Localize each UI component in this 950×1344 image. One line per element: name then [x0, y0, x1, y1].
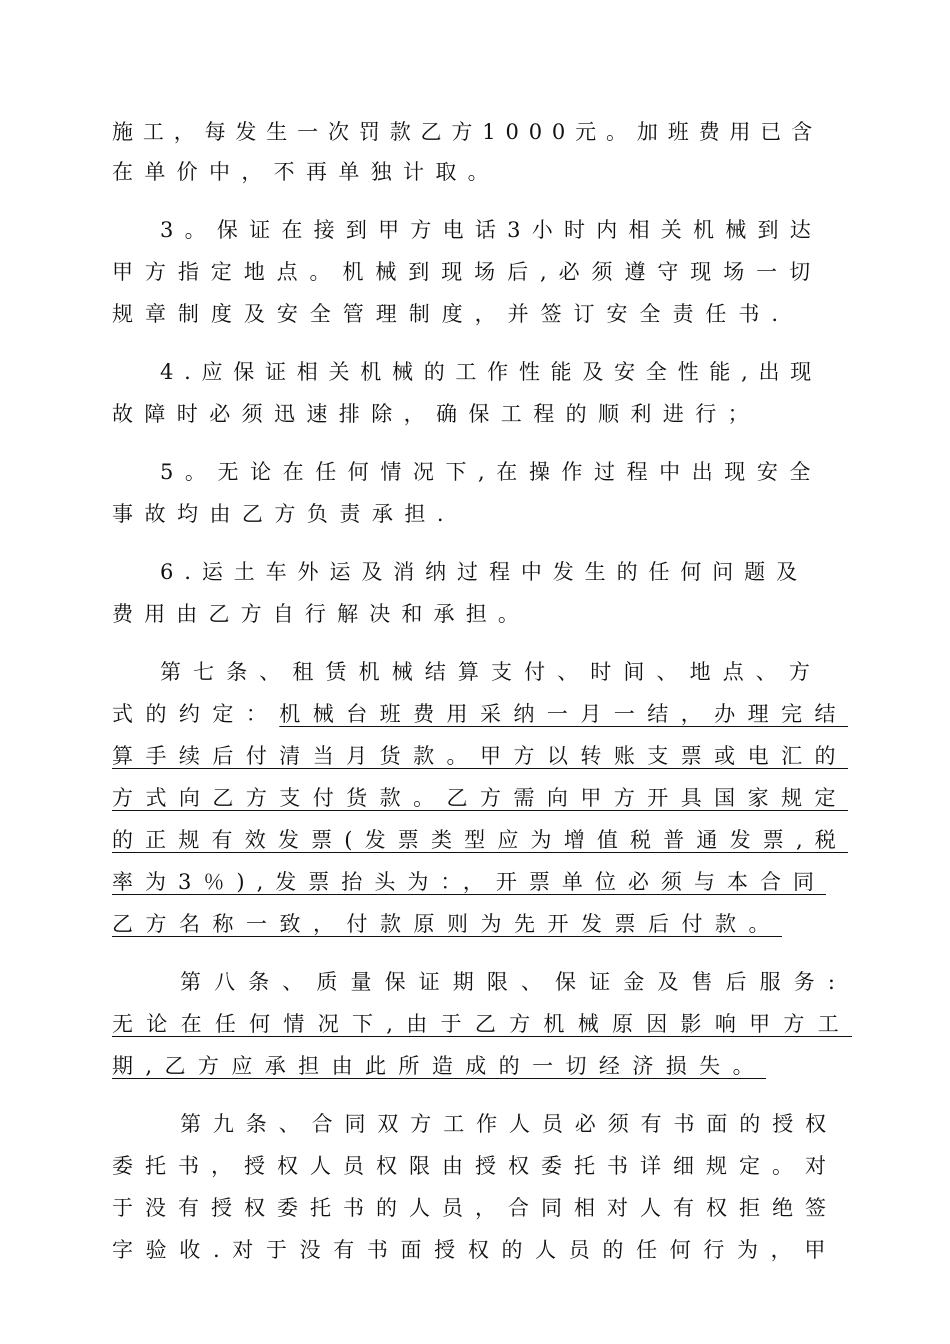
text-run: 委托书，授权人员权限由授权委托书详细规定。对 — [112, 1154, 838, 1178]
text-run: 事故均由乙方负责承担. — [112, 502, 455, 526]
text-run: 6.运土车外运及消纳过程中发生的任何问题及 — [160, 560, 808, 584]
text-run: 第七条、租赁机械结算支付、时间、地点、方 — [160, 660, 822, 684]
text-line — [112, 1010, 852, 1038]
text-line — [112, 118, 822, 146]
text-line — [112, 300, 790, 328]
underlined-text: 期,乙方应承担由此所造成的一切经济损失。 — [112, 1054, 766, 1078]
text-line — [112, 158, 500, 186]
text-run: 第八条、质量保证期限、保证金及售后服务: — [180, 970, 848, 994]
text-line — [112, 258, 822, 286]
text-line — [112, 1236, 838, 1264]
text-run: 4.应保证相关机械的工作性能及安全性能,出现 — [160, 360, 822, 384]
text-line — [112, 700, 848, 728]
text-run: 施工，每发生一次罚款乙方1000元。加班费用已含 — [112, 120, 822, 144]
text-line — [180, 1110, 838, 1138]
underlined-text: 的正规有效发票(发票类型应为增值税普通发票,税 — [112, 828, 848, 852]
underlined-text: 机械台班费用采纳一月一结，办理完结 — [279, 702, 849, 726]
text-line — [112, 1152, 838, 1180]
text-line — [112, 600, 530, 628]
text-line — [180, 968, 848, 996]
text-run: 费用由乙方自行解决和承担。 — [112, 602, 530, 626]
text-run: 字验收.对于没有书面授权的人员的任何行为，甲 — [112, 1238, 838, 1262]
text-line — [160, 216, 822, 244]
text-run: 第九条、合同双方工作人员必须有书面的授权 — [180, 1112, 838, 1136]
text-run: 在单价中，不再单独计取。 — [112, 160, 500, 184]
text-line — [112, 784, 848, 812]
text-run: 规章制度及安全管理制度，并签订安全责任书. — [112, 302, 790, 326]
text-line — [112, 826, 848, 854]
text-run: 式的约定： — [112, 702, 280, 726]
underlined-text: 率为3％),发票抬头为：，开票单位必须与本合同 — [112, 870, 826, 894]
text-line — [160, 658, 822, 686]
text-line — [112, 400, 760, 428]
text-line — [160, 558, 808, 586]
text-line — [160, 358, 822, 386]
text-line — [112, 742, 848, 770]
text-line — [112, 868, 826, 896]
underlined-text: 方式向乙方支付货款。乙方需向甲方开具国家规定 — [112, 786, 848, 810]
underlined-text: 算手续后付清当月货款。甲方以转账支票或电汇的 — [112, 744, 848, 768]
text-run: 3。保证在接到甲方电话3小时内相关机械到达 — [160, 218, 822, 242]
underlined-text: 乙方名称一致，付款原则为先开发票后付款。 — [112, 912, 782, 936]
text-line — [112, 1194, 838, 1222]
text-line — [112, 910, 782, 938]
text-run: 甲方指定地点。机械到现场后,必须遵守现场一切 — [112, 260, 822, 284]
text-line — [160, 458, 822, 486]
text-run: 5。无论在任何情况下,在操作过程中出现安全 — [160, 460, 822, 484]
text-run: 故障时必须迅速排除，确保工程的顺利进行； — [112, 402, 760, 426]
underlined-text: 无论在任何情况下,由于乙方机械原因影响甲方工 — [112, 1012, 852, 1036]
text-run: 于没有授权委托书的人员，合同相对人有权拒绝签 — [112, 1196, 838, 1220]
text-line — [112, 500, 455, 528]
text-line — [112, 1052, 766, 1080]
